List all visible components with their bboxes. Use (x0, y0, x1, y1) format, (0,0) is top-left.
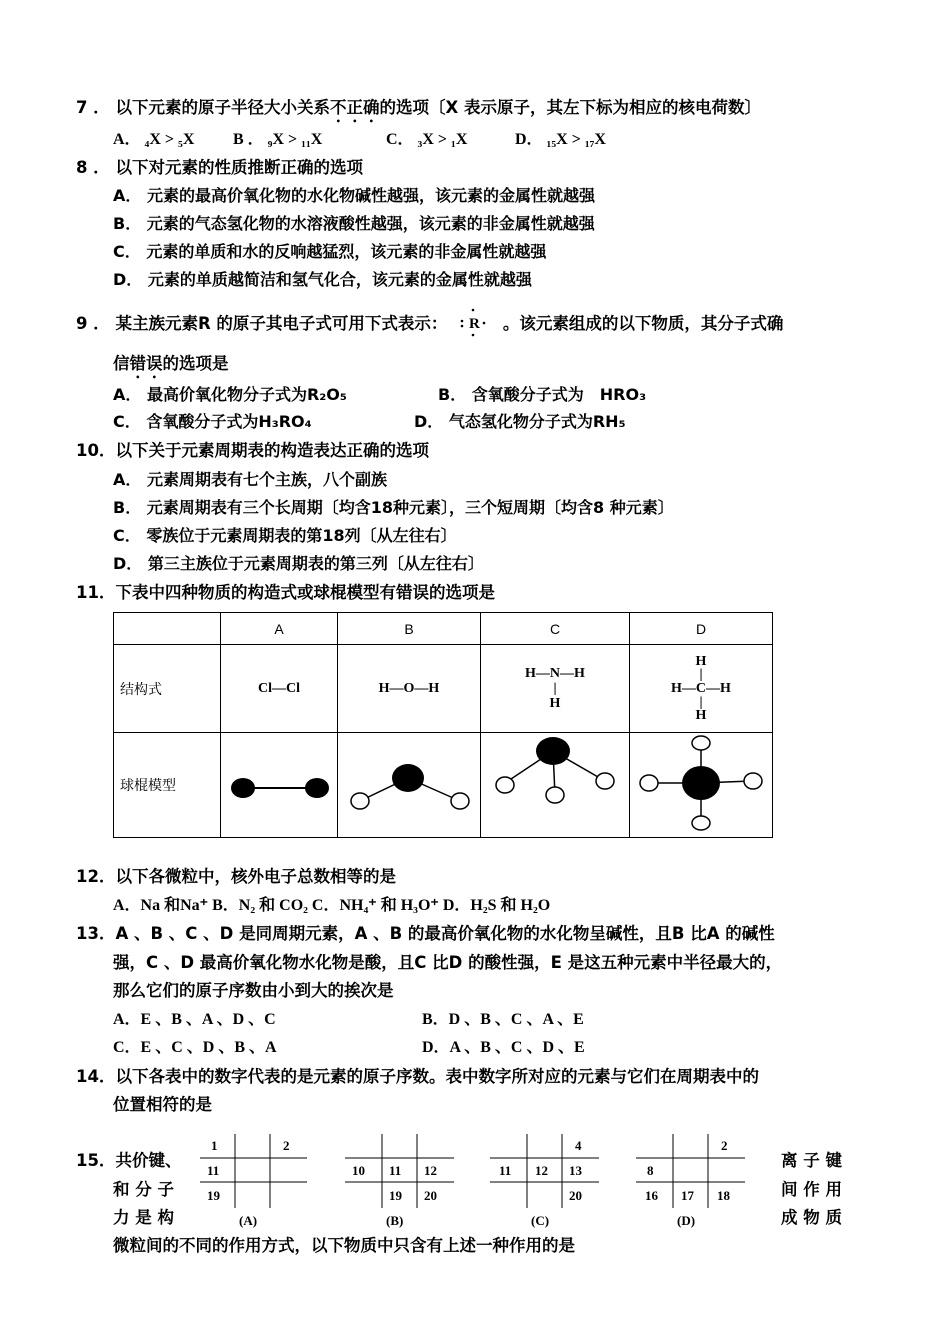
q13-option-c[interactable]: C．E 、C 、D 、B 、A (113, 1039, 277, 1056)
q7-option-d[interactable]: D． ₁₅X > ₁₇X (515, 131, 606, 148)
q9-option-b[interactable]: B． 含氧酸分子式为 HRO₃ (438, 385, 647, 404)
grid-b-cell-10: 10 (352, 1163, 365, 1178)
grid-c[interactable] (487, 1132, 607, 1236)
row-label-ballstick: 球棍模型 (114, 733, 221, 838)
model-d (630, 733, 773, 838)
grid-b-cell-11: 11 (389, 1163, 402, 1178)
grid-d-cell-8: 8 (647, 1163, 654, 1178)
formula-b (338, 645, 481, 733)
model-c-svg (483, 733, 627, 833)
q15-left1: 15．共价键、 (76, 1151, 182, 1170)
model-b-svg (340, 733, 478, 833)
q10-option-a[interactable]: A． 元素周期表有七个主族，八个副族 (113, 470, 387, 489)
col-header-d: D (630, 613, 773, 645)
q9-stem-line2 (113, 353, 229, 382)
q14-line2: 位置相符的是 (113, 1095, 212, 1114)
electron-dot-letter: R (469, 315, 481, 332)
grid-b[interactable] (342, 1132, 462, 1236)
formula-d-mid: H—C—H (671, 680, 731, 696)
formula-d-bond-top: | (699, 666, 703, 682)
q13-option-b[interactable]: B．D 、B 、C 、A 、E (422, 1011, 584, 1028)
electron-dot-symbol (453, 314, 497, 336)
q8-stem: 8 ． 以下对元素的性质推断正确的选项 (76, 158, 363, 177)
col-header-a: A (221, 613, 338, 645)
grid-d[interactable] (633, 1132, 753, 1236)
q15-last-line: 微粒间的不同的作用方式，以下物质中只含有上述一种作用的是 (113, 1236, 575, 1255)
grid-d-label: (D) (677, 1213, 696, 1228)
q8-option-b[interactable]: B． 元素的气态氢化物的水溶液酸性越强，该元素的非金属性就越强 (113, 214, 595, 233)
q8-option-d[interactable]: D． 元素的单质越简洁和氢气化合，该元素的金属性就越强 (113, 270, 532, 289)
q15-right1: 离 子 键 (781, 1151, 842, 1170)
model-a-svg (223, 733, 335, 833)
col-header-b: B (338, 613, 481, 645)
q15-right2: 间 作 用 (781, 1180, 842, 1199)
formula-c (481, 645, 630, 733)
grid-a-cell-11: 11 (207, 1163, 220, 1178)
q7-stem-emph: 不正确 (329, 98, 380, 117)
model-b (338, 733, 481, 838)
formula-c-bond: | (553, 680, 557, 696)
grid-c-cell-20: 20 (569, 1188, 582, 1203)
grid-c-cell-4: 4 (575, 1138, 582, 1153)
grid-c-cell-12: 12 (535, 1163, 548, 1178)
q9-stem (76, 313, 783, 336)
q9-stem2-tail: 的选项是 (162, 354, 229, 373)
q13-line1: 13．A 、B 、C 、D 是同周期元素，A 、B 的最高价氧化物的水化物呈碱性，且B 比A 的碱性 (76, 924, 775, 943)
model-a (221, 733, 338, 838)
q10-stem: 10．以下关于元素周期表的构造表达正确的选项 (76, 441, 429, 460)
q15-right3: 成 物 质 (781, 1208, 842, 1227)
q14-line1: 14．以下各表中的数字代表的是元素的原子序数。表中数字所对应的元素与它们在周期表中的 (76, 1067, 759, 1086)
q10-option-d[interactable]: D． 第三主族位于元素周期表的第三列〔从左往右〕 (113, 554, 484, 573)
formula-d-bond-bottom: | (699, 694, 703, 710)
row-label-structural: 结构式 (114, 645, 221, 733)
q13-option-a[interactable]: A．E 、B 、A 、D 、C (113, 1011, 276, 1028)
q7-stem-tail: 的选项〔X 表示原子，其左下标为相应的核电荷数〕 (379, 98, 761, 117)
col-header-c: C (481, 613, 630, 645)
q9-stem2-pre: 信 (113, 354, 130, 373)
grid-b-cell-20: 20 (424, 1188, 437, 1203)
electron-dot-svg (453, 306, 497, 340)
table-corner (114, 613, 221, 645)
grid-d-cell-17: 17 (681, 1188, 694, 1203)
model-d-svg (631, 733, 771, 833)
grid-b-cell-19: 19 (389, 1188, 402, 1203)
formula-d-top: H (695, 653, 707, 669)
q7-option-b[interactable]: B ． ₉X > ₁₁X (233, 131, 323, 148)
q12-stem: 12．以下各微粒中，核外电子总数相等的是 (76, 867, 396, 886)
q7-stem (76, 97, 761, 126)
grid-b-cell-12: 12 (424, 1163, 437, 1178)
q12-options[interactable]: A．Na 和Na⁺ B．N₂ 和 CO₂ C．NH₄⁺ 和 H₃O⁺ D．H₂S 和 H₂O (113, 897, 551, 914)
grid-a[interactable] (195, 1132, 315, 1236)
q9-stem2-emph: 错误 (129, 354, 163, 373)
model-c (481, 733, 630, 838)
q7-option-c[interactable]: C． ₃X > ₁X (386, 131, 468, 148)
q11-stem: 11．下表中四种物质的构造式或球棍模型有错误的选项是 (76, 583, 495, 602)
formula-a (221, 645, 338, 733)
molecule-table (113, 612, 773, 838)
q15-left3: 力 是 构 (113, 1208, 174, 1227)
grid-a-cell-19: 19 (207, 1188, 220, 1203)
q9-option-c[interactable]: C． 含氧酸分子式为H₃RO₄ (113, 412, 312, 431)
grid-c-label: (C) (531, 1213, 550, 1228)
q13-option-d[interactable]: D．A 、B 、C 、D 、E (422, 1039, 585, 1056)
grid-b-label: (B) (386, 1213, 404, 1228)
formula-b-text: H—O—H (378, 681, 440, 696)
q10-option-c[interactable]: C． 零族位于元素周期表的第18列〔从左往右〕 (113, 526, 457, 545)
grid-d-cell-2: 2 (721, 1138, 728, 1153)
grid-c-svg (487, 1132, 607, 1232)
grid-c-cell-11: 11 (499, 1163, 512, 1178)
q13-line3: 那么它们的原子序数由小到大的挨次是 (113, 981, 394, 1000)
formula-d (630, 645, 773, 733)
q9-option-a[interactable]: A． 最高价氧化物分子式为R₂O₅ (113, 385, 347, 404)
grid-d-cell-18: 18 (717, 1188, 730, 1203)
grid-a-cell-2: 2 (283, 1138, 290, 1153)
q9-stem-text: 9 ． 某主族元素R 的原子其电子式可用下式表示： (76, 314, 448, 333)
grid-c-cell-13: 13 (569, 1163, 582, 1178)
grid-a-cell-1: 1 (211, 1138, 218, 1153)
q13-line2: 强，C 、D 最高价氧化物水化物是酸，且C 比D 的酸性强，E 是这五种元素中半径最大的， (113, 953, 783, 972)
grid-d-svg (633, 1132, 753, 1232)
grid-a-svg (195, 1132, 315, 1232)
q7-option-a[interactable]: A． ₄X > ₅X (113, 131, 195, 148)
q9-option-d[interactable]: D． 气态氢化物分子式为RH₅ (414, 412, 626, 431)
q10-option-b[interactable]: B． 元素周期表有三个长周期〔均含18种元素〕，三个短周期〔均含8 种元素〕 (113, 498, 674, 517)
q15-left2: 和 分 子 (113, 1180, 174, 1199)
formula-c-bottom: H (549, 695, 561, 711)
q8-option-c[interactable]: C． 元素的单质和水的反响越猛烈，该元素的非金属性就越强 (113, 242, 547, 261)
formula-a-text: Cl—Cl (258, 681, 300, 696)
formula-c-top: H—N—H (525, 665, 585, 681)
grid-a-label: (A) (239, 1213, 258, 1228)
formula-d-bottom: H (695, 707, 707, 723)
q9-stem-tail: 。该元素组成的以下物质，其分子式确 (502, 314, 784, 333)
q7-stem-text: 7 ． 以下元素的原子半径大小关系 (76, 98, 330, 117)
grid-b-svg (342, 1132, 462, 1232)
grid-d-cell-16: 16 (645, 1188, 658, 1203)
q8-option-a[interactable]: A． 元素的最高价氧化物的水化物碱性越强，该元素的金属性就越强 (113, 186, 595, 205)
